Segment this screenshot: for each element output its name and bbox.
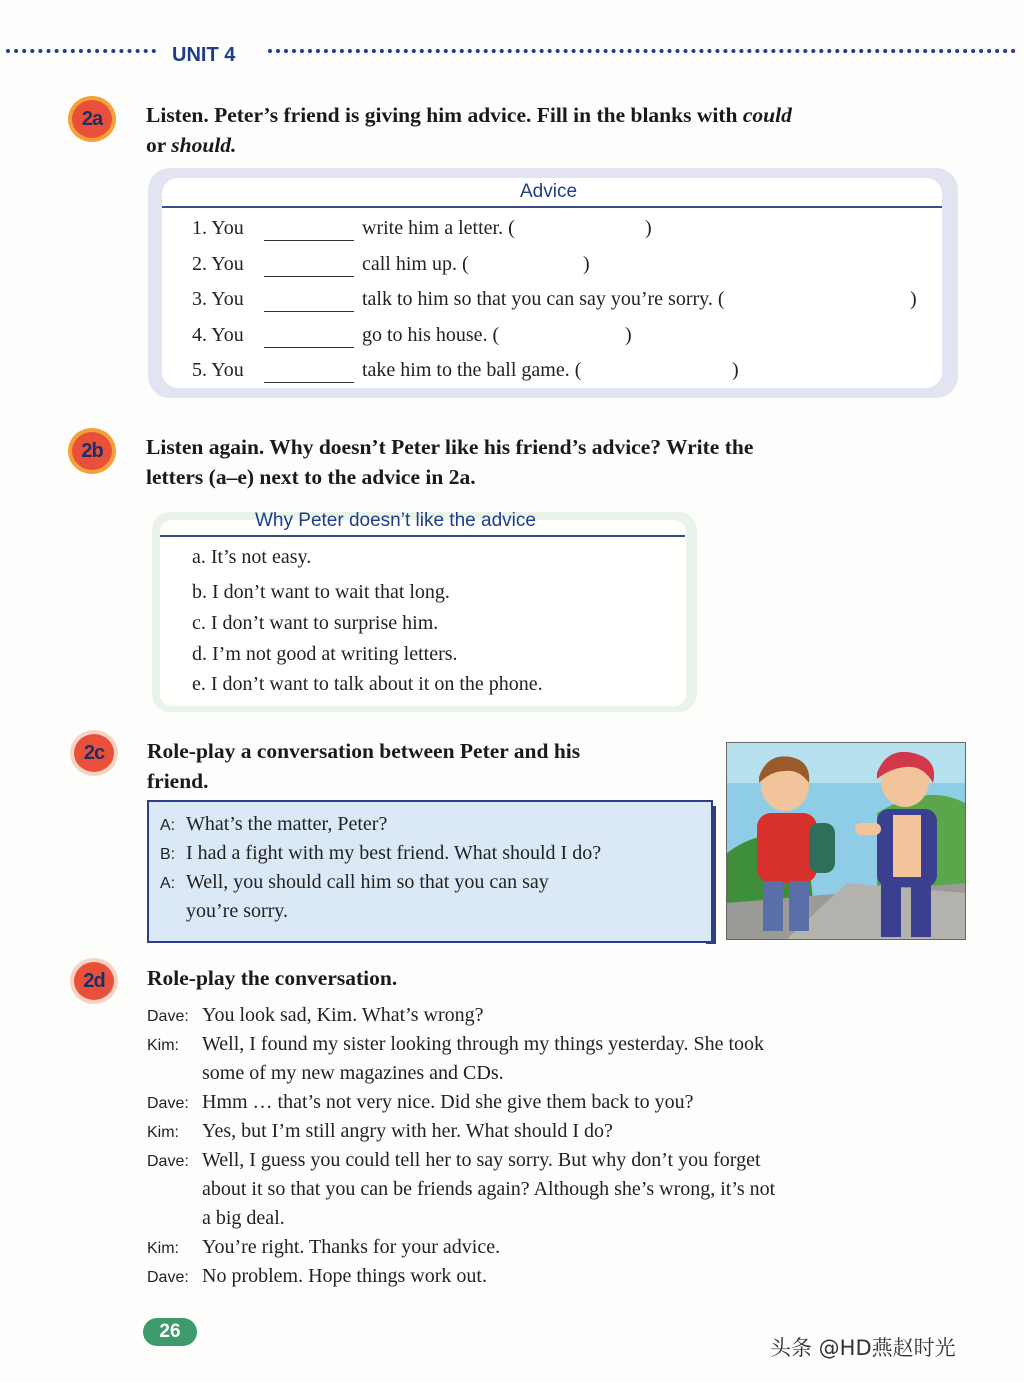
advice-answer-blank[interactable] bbox=[264, 276, 354, 277]
advice-item-text: write him a letter. ( bbox=[362, 217, 515, 239]
dialog-text: you’re sorry. bbox=[186, 900, 289, 922]
advice-item-text: talk to him so that you can say you’re sorry. ( bbox=[362, 288, 725, 310]
reason-item: c. I don’t want to surprise him. bbox=[192, 612, 439, 634]
reasons-title-rule bbox=[160, 535, 685, 537]
advice-letter-slot-close[interactable]: ) bbox=[625, 324, 632, 346]
reasons-box-title: Why Peter doesn’t like the advice bbox=[255, 510, 536, 531]
conversation-line: about it so that you can be friends again? Although she’s wrong, it’s not bbox=[202, 1178, 776, 1200]
conversation-line: Hmm … that’s not very nice. Did she give them back to you? bbox=[202, 1091, 694, 1113]
conversation-line: a big deal. bbox=[202, 1207, 285, 1229]
dialog-speaker: A: bbox=[160, 875, 176, 892]
reason-item: a. It’s not easy. bbox=[192, 546, 312, 568]
section-badge-2a: 2a bbox=[68, 96, 116, 142]
instruction-2a: Listen. Peter’s friend is giving him advice. Fill in the blanks with could or should. bbox=[146, 103, 792, 157]
advice-item-number: 4. You bbox=[192, 324, 244, 346]
conversation-speaker: Dave: bbox=[147, 1095, 189, 1112]
advice-letter-slot-close[interactable]: ) bbox=[645, 217, 652, 239]
conversation-speaker: Kim: bbox=[147, 1240, 179, 1257]
reason-item: b. I don’t want to wait that long. bbox=[192, 581, 450, 603]
reason-item: e. I don’t want to talk about it on the phone. bbox=[192, 673, 543, 695]
dialog-line bbox=[160, 842, 601, 865]
dialog-speaker: A: bbox=[160, 817, 176, 834]
conversation-line: Well, I found my sister looking through my things yesterday. She took bbox=[202, 1033, 765, 1055]
dialog-text: What’s the matter, Peter? bbox=[186, 813, 388, 835]
advice-box-title: Advice bbox=[520, 181, 578, 202]
instruction-2d: Role-play the conversation. bbox=[147, 966, 398, 990]
dialog-line bbox=[160, 900, 288, 923]
dialog-text: Well, you should call him so that you can say bbox=[186, 871, 549, 893]
conversation-speaker: Dave: bbox=[147, 1269, 189, 1286]
dialog-line bbox=[160, 813, 387, 836]
reason-item: d. I’m not good at writing letters. bbox=[192, 643, 458, 665]
conversation-line: Yes, but I’m still angry with her. What should I do? bbox=[202, 1120, 613, 1142]
advice-answer-blank[interactable] bbox=[264, 347, 354, 348]
illustration-two-boys bbox=[726, 742, 966, 940]
header-dots-right bbox=[268, 49, 1016, 53]
advice-letter-slot-close[interactable]: ) bbox=[583, 253, 590, 275]
unit-label: UNIT 4 bbox=[172, 44, 236, 66]
header-dots-left bbox=[6, 49, 156, 53]
advice-item-text: call him up. ( bbox=[362, 253, 469, 275]
page-number: 26 bbox=[143, 1318, 197, 1346]
conversation-line: No problem. Hope things work out. bbox=[202, 1265, 487, 1287]
advice-item-number: 5. You bbox=[192, 359, 244, 381]
conversation-line: Well, I guess you could tell her to say sorry. But why don’t you forget bbox=[202, 1149, 761, 1171]
conversation-speaker: Kim: bbox=[147, 1037, 179, 1054]
section-badge-2c: 2c bbox=[70, 730, 118, 776]
conversation-speaker: Kim: bbox=[147, 1124, 179, 1141]
advice-item-number: 1. You bbox=[192, 217, 244, 239]
advice-title-rule bbox=[162, 206, 942, 208]
dialog-speaker: B: bbox=[160, 846, 176, 863]
instruction-2c: Role-play a conversation between Peter and his friend. bbox=[147, 739, 581, 793]
watermark: 头条 @HD燕赵时光 bbox=[770, 1336, 956, 1360]
advice-answer-blank[interactable] bbox=[264, 382, 354, 383]
conversation-speaker: Dave: bbox=[147, 1008, 189, 1025]
conversation-speaker: Dave: bbox=[147, 1153, 189, 1170]
dialog-text: I had a fight with my best friend. What should I do? bbox=[186, 842, 602, 864]
conversation-line: You’re right. Thanks for your advice. bbox=[202, 1236, 501, 1258]
advice-letter-slot-close[interactable]: ) bbox=[910, 288, 917, 310]
advice-answer-blank[interactable] bbox=[264, 240, 354, 241]
advice-answer-blank[interactable] bbox=[264, 311, 354, 312]
conversation-line: You look sad, Kim. What’s wrong? bbox=[202, 1004, 484, 1026]
advice-letter-slot-close[interactable]: ) bbox=[732, 359, 739, 381]
conversation-line: some of my new magazines and CDs. bbox=[202, 1062, 504, 1084]
advice-item-text: go to his house. ( bbox=[362, 324, 500, 346]
dialog-line bbox=[160, 871, 549, 894]
advice-item-number: 3. You bbox=[192, 288, 244, 310]
section-badge-2b: 2b bbox=[68, 428, 116, 474]
section-badge-2d: 2d bbox=[70, 958, 118, 1004]
advice-item-number: 2. You bbox=[192, 253, 244, 275]
advice-item-text: take him to the ball game. ( bbox=[362, 359, 582, 381]
instruction-2b: Listen again. Why doesn’t Peter like his friend’s advice? Write the letters (a–e) next to the advice in 2a. bbox=[146, 435, 754, 489]
